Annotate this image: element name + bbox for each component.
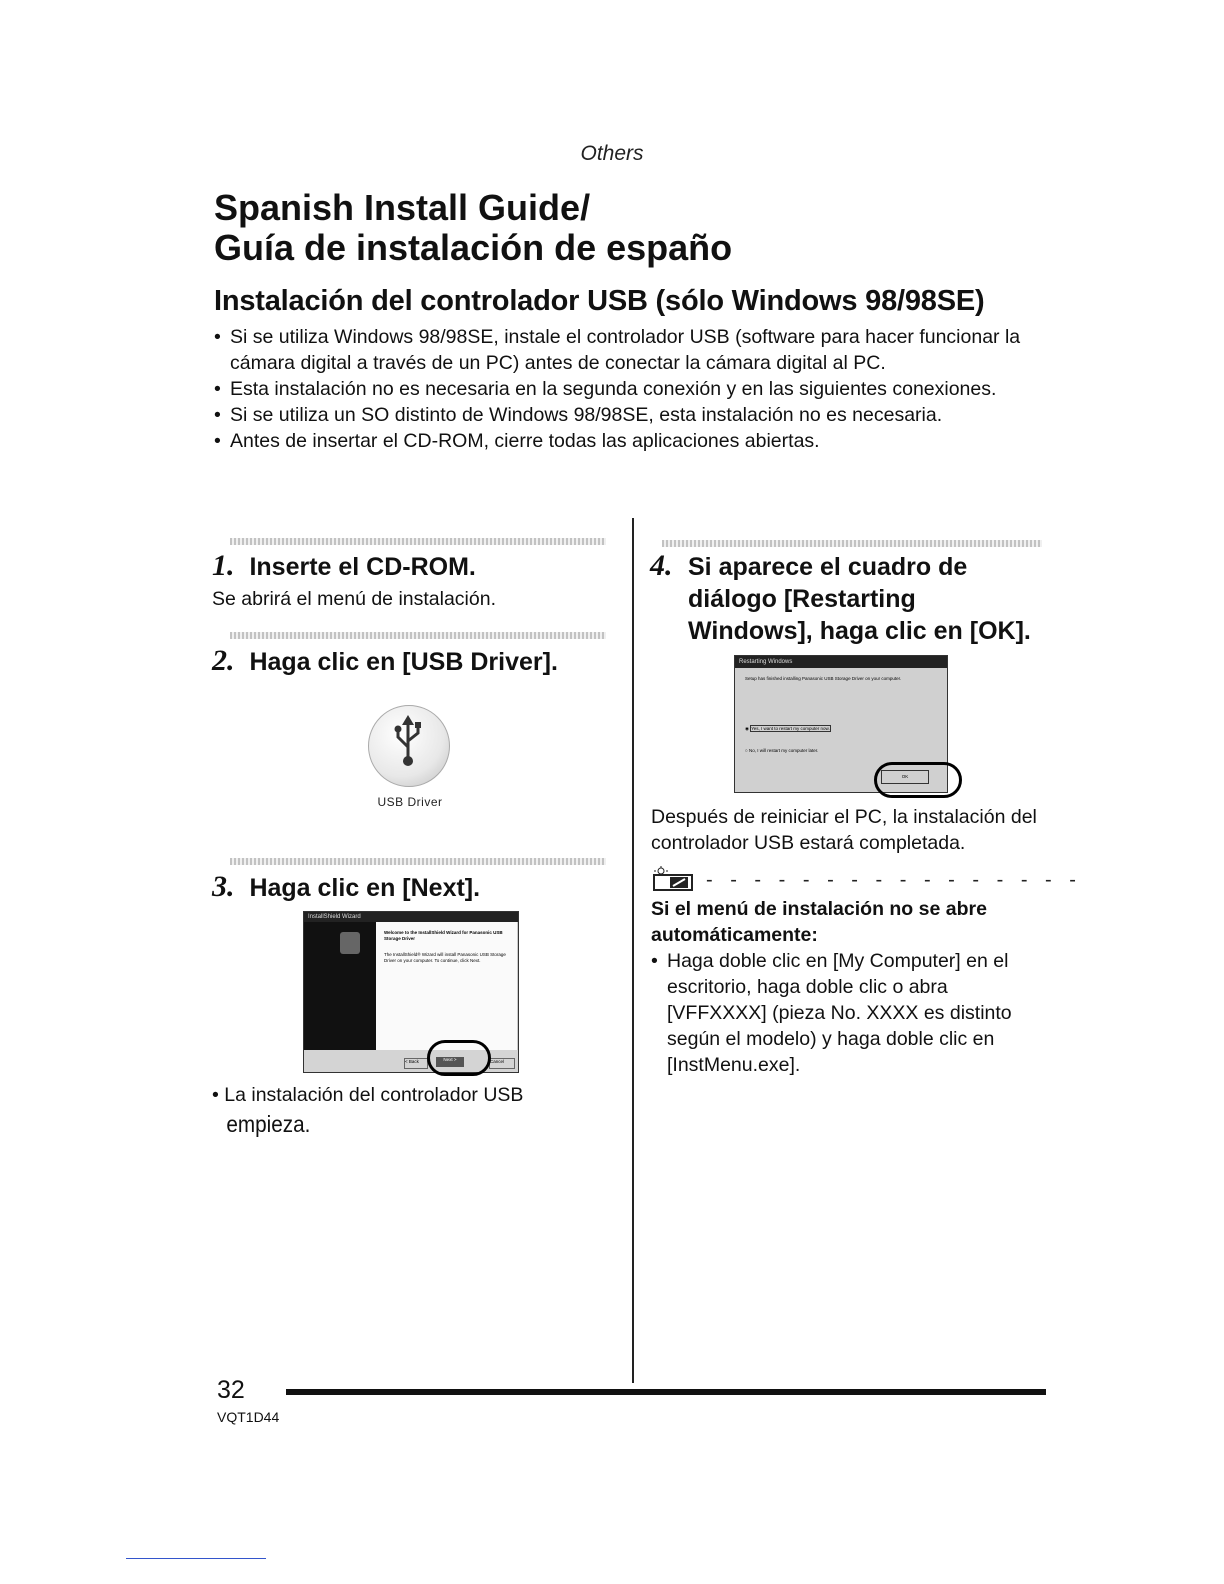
step-3-bullet-text: La instalación del controlador USB	[224, 1084, 524, 1106]
step-4-heading	[688, 551, 1048, 647]
step-rule	[230, 858, 606, 865]
step-1-heading	[212, 550, 612, 583]
step-2-number: 2.	[212, 644, 235, 677]
step-4-heading-line: Windows], haga clic en [OK].	[688, 617, 1031, 645]
usb-symbol-icon	[388, 713, 428, 769]
ok-button[interactable]: OK	[881, 770, 929, 784]
note-title-line: Si el menú de instalación no se abre	[651, 898, 987, 920]
restart-option-later-label: No, I will restart my computer later.	[748, 748, 819, 753]
step-4-body: Después de reiniciar el PC, la instalación del controlador USB estará completada.	[651, 806, 1037, 854]
cancel-button[interactable]: Cancel	[489, 1058, 515, 1069]
bullet-dot: •	[651, 950, 658, 972]
step-2-title: Haga clic en [USB Driver].	[249, 648, 558, 676]
note-line: según el modelo) y haga doble clic en	[667, 1028, 995, 1050]
wizard-content	[376, 922, 517, 1050]
note-bullet	[651, 948, 1051, 1078]
intro-list	[214, 324, 1034, 454]
wizard-body-text: The InstallShield® Wizard will install Panasonic USB Storage Driver on your computer. To continue, click Next.	[384, 952, 506, 963]
installer-icon	[340, 932, 360, 954]
wizard-welcome-text: Welcome to the InstallShield Wizard for Panasonic USB Storage Driver	[384, 930, 503, 941]
step-3-title: Haga clic en [Next].	[249, 874, 481, 902]
wizard-sidebar	[304, 922, 376, 1050]
note-title-line: automáticamente:	[651, 924, 818, 946]
footer-link-line	[126, 1558, 266, 1559]
step-4-heading-line: Si aparece el cuadro de	[688, 553, 968, 581]
step-3-number: 3.	[212, 870, 235, 903]
intro-bullet: • Si se utiliza Windows 98/98SE, instale el controlador USB (software para hacer funcionar la cámara digital a través de un PC) antes de conectar la cámara digital al PC.	[214, 324, 1034, 376]
note-line: Haga doble clic en [My Computer] en el	[667, 950, 1009, 972]
radio-empty-icon: ○	[745, 748, 749, 753]
restart-option-now[interactable]	[745, 726, 895, 732]
column-divider	[632, 518, 634, 1383]
restart-titlebar: Restarting Windows	[735, 656, 947, 668]
footer-bar	[286, 1389, 1046, 1395]
note-line: escritorio, haga doble clic o abra	[667, 976, 948, 998]
step-2-heading	[212, 645, 612, 678]
intro-bullet: • Si se utiliza un SO distinto de Windows 98/98SE, esta instalación no es necesaria.	[214, 402, 1034, 428]
wizard-titlebar: InstallShield Wizard	[304, 912, 518, 922]
model-code: VQT1D44	[217, 1409, 280, 1425]
step-1-body: Se abrirá el menú de instalación.	[212, 588, 496, 610]
step-4-heading-line: diálogo [Restarting	[688, 585, 916, 613]
radio-selected-icon: ◉	[745, 726, 751, 731]
page-title-line-1: Spanish Install Guide/	[214, 187, 591, 228]
step-3-bullet-line-2: empieza.	[226, 1111, 311, 1137]
step-rule	[662, 540, 1042, 547]
restart-option-later[interactable]	[745, 748, 895, 754]
note-dashes: - - - - - - - - - - - - - - - -	[706, 869, 1082, 891]
page-title-line-2: Guía de instalación de españo	[214, 227, 733, 268]
tip-icon	[652, 866, 696, 892]
note-line: [InstMenu.exe].	[667, 1054, 801, 1076]
step-1-number: 1.	[212, 549, 235, 582]
intro-bullet: • Antes de insertar el CD-ROM, cierre todas las aplicaciones abiertas.	[214, 428, 1034, 454]
note-pencil-icon	[652, 866, 696, 892]
ok-button-highlight	[874, 762, 962, 798]
restart-option-now-label: Yes, I want to restart my computer now.	[751, 726, 830, 731]
page-number: 32	[217, 1376, 245, 1404]
usb-driver-label: USB Driver	[377, 795, 443, 809]
next-button-highlight	[427, 1040, 491, 1076]
intro-bullet: • Esta instalación no es necesaria en la segunda conexión y en las siguientes conexiones.	[214, 376, 1034, 402]
step-3-heading	[212, 871, 612, 904]
step-3-bullet	[212, 1082, 612, 1140]
section-subtitle: Instalación del controlador USB (sólo Windows 98/98SE)	[214, 285, 985, 317]
step-rule	[230, 538, 606, 545]
next-button[interactable]: Next >	[436, 1057, 464, 1067]
restart-message: Setup has finished installing Panasonic USB Storage Driver on your computer.	[745, 676, 902, 681]
note-line: [VFFXXXX] (pieza No. XXXX es distinto	[667, 1002, 1012, 1024]
bullet-dot: •	[212, 1084, 225, 1106]
page-title	[214, 188, 732, 268]
step-4-number: 4.	[650, 549, 673, 582]
section-header: Others	[580, 142, 644, 165]
step-1-title: Inserte el CD-ROM.	[249, 553, 476, 581]
note-title	[651, 896, 1051, 948]
step-3-bullet-line-1	[212, 1082, 612, 1108]
step-rule	[230, 632, 606, 639]
note-bullet-text	[651, 948, 1051, 1078]
usb-icon	[368, 713, 448, 779]
back-button[interactable]: < Back	[404, 1058, 428, 1069]
